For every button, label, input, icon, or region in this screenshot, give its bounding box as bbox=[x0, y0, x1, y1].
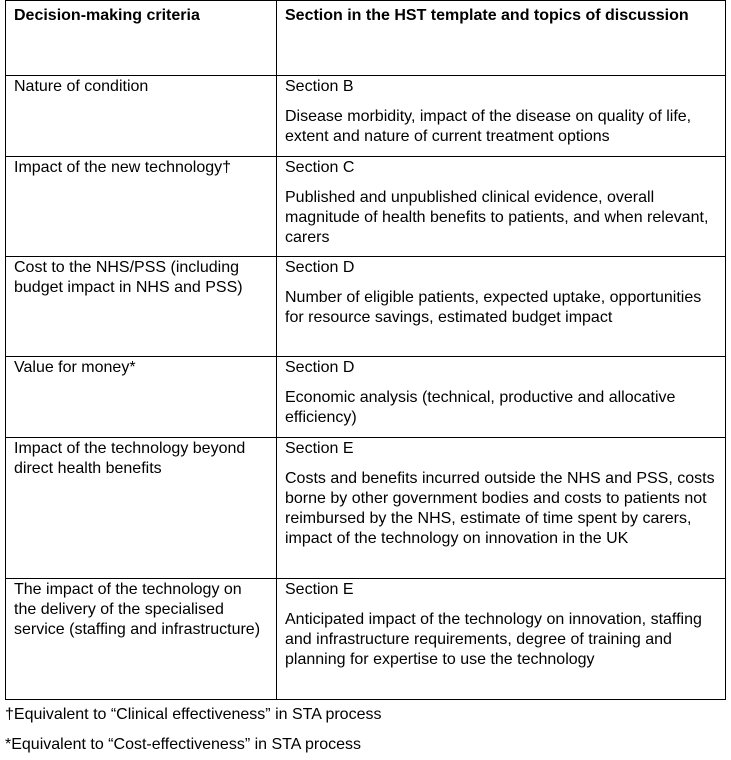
criteria-table bbox=[5, 0, 726, 700]
section-cell bbox=[277, 357, 726, 438]
criteria-text: Nature of condition bbox=[14, 78, 149, 95]
section-cell bbox=[277, 157, 726, 257]
criteria-text: Value for money* bbox=[14, 359, 136, 376]
table-row bbox=[6, 579, 726, 700]
footnote-cost-effectiveness: *Equivalent to “Cost-effectiveness” in STA process bbox=[5, 736, 362, 753]
header-criteria-label: Decision-making criteria bbox=[14, 7, 200, 24]
header-section-label: Section in the HST template and topics of discussion bbox=[285, 7, 689, 24]
header-criteria bbox=[6, 1, 277, 76]
table-header-row bbox=[6, 1, 726, 76]
section-cell bbox=[277, 257, 726, 357]
section-label: Section D bbox=[285, 259, 355, 276]
criteria-cell bbox=[6, 76, 277, 157]
topics-text: Number of eligible patients, expected uptake, opportunities for resource savings, estimated budget impact bbox=[285, 289, 702, 326]
topics-text: Published and unpublished clinical evidence, overall magnitude of health benefits to patients, and when relevant, carers bbox=[285, 189, 709, 246]
section-cell bbox=[277, 438, 726, 579]
header-section bbox=[277, 1, 726, 76]
criteria-text: Impact of the new technology† bbox=[14, 159, 232, 176]
topics-text: Disease morbidity, impact of the disease on quality of life, extent and nature of current treatment options bbox=[285, 108, 692, 145]
topics-text: Anticipated impact of the technology on innovation, staffing and infrastructure requirements, degree of training and planning for expertise to use the technology bbox=[285, 611, 702, 668]
footnote-clinical-effectiveness: †Equivalent to “Clinical effectiveness” in STA process bbox=[5, 706, 382, 723]
criteria-cell bbox=[6, 579, 277, 700]
criteria-cell bbox=[6, 257, 277, 357]
criteria-text: Cost to the NHS/PSS (including budget impact in NHS and PSS) bbox=[14, 259, 243, 296]
table-row bbox=[6, 257, 726, 357]
criteria-cell bbox=[6, 438, 277, 579]
section-cell bbox=[277, 579, 726, 700]
table-row bbox=[6, 357, 726, 438]
criteria-cell bbox=[6, 357, 277, 438]
topics-text: Economic analysis (technical, productive and allocative efficiency) bbox=[285, 389, 676, 426]
section-cell bbox=[277, 76, 726, 157]
section-label: Section E bbox=[285, 440, 354, 457]
table-row bbox=[6, 438, 726, 579]
footnotes bbox=[5, 700, 725, 760]
table-row bbox=[6, 76, 726, 157]
section-label: Section B bbox=[285, 78, 354, 95]
table-row bbox=[6, 157, 726, 257]
criteria-cell bbox=[6, 157, 277, 257]
criteria-text: The impact of the technology on the delivery of the specialised service (staffing and infrastructure) bbox=[14, 581, 261, 638]
section-label: Section C bbox=[285, 159, 355, 176]
section-label: Section D bbox=[285, 359, 355, 376]
section-label: Section E bbox=[285, 581, 354, 598]
topics-text: Costs and benefits incurred outside the NHS and PSS, costs borne by other government bodies and costs to patients not reimbursed by the NHS, estimate of time spent by carers, impact of the technology on innovation in the UK bbox=[285, 470, 715, 547]
criteria-text: Impact of the technology beyond direct health benefits bbox=[14, 440, 246, 477]
